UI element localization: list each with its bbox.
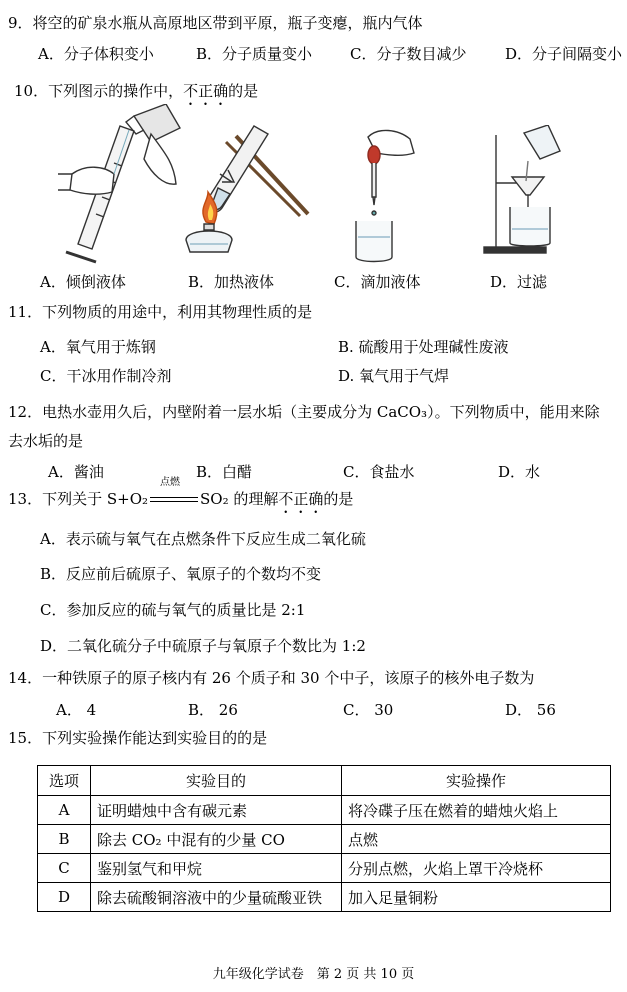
q13-stem-middle: SO₂ 的理解: [200, 490, 279, 508]
row-operation: 加入足量铜粉: [342, 883, 611, 912]
page-footer: 九年级化学试卷 第 2 页 共 10 页: [212, 967, 415, 982]
q11-option-d: D. 氧气用于气焊: [338, 367, 450, 385]
q13-option-a: A．表示硫与氧气在点燃条件下反应生成二氧化硫: [40, 530, 366, 548]
row-option: C: [38, 854, 91, 883]
q13-stem-end: 的是: [323, 490, 354, 508]
q14-stem: 14．一种铁原子的原子核内有 26 个质子和 30 个中子，该原子的核外电子数为: [8, 669, 535, 687]
table-header-row: [38, 766, 611, 796]
q11-option-c: C．干冰用作制冷剂: [40, 367, 172, 385]
q12-option-d: D．水: [498, 463, 541, 481]
q14-option-b: B． 26: [188, 701, 238, 719]
q10-option-c: C．滴加液体: [334, 273, 421, 291]
q11-option-a: A．氧气用于炼钢: [40, 338, 156, 356]
q12-stem-line2: 去水垢的是: [8, 432, 84, 450]
row-operation: 将冷碟子压在燃着的蜡烛火焰上: [342, 796, 611, 825]
row-purpose: 除去硫酸铜溶液中的少量硫酸亚铁: [91, 883, 342, 912]
q9-stem: 9．将空的矿泉水瓶从高原地区带到平原，瓶子变瘪，瓶内气体: [8, 14, 423, 32]
q14-option-c: C． 30: [343, 701, 394, 719]
row-purpose: 证明蜡烛中含有碳元素: [91, 796, 342, 825]
q12-option-b: B．白醋: [196, 463, 253, 481]
header-option: 选项: [38, 766, 91, 796]
q10-option-a: A．倾倒液体: [40, 273, 126, 291]
q11-stem: 11．下列物质的用途中，利用其物理性质的是: [8, 303, 313, 321]
q12-stem-line1: 12．电热水壶用久后，内壁附着一层水垢（主要成分为 CaCO₃）。下列物质中，能用来除: [8, 403, 600, 421]
reaction-condition: 点燃: [160, 477, 181, 488]
q9-option-b: B．分子质量变小: [196, 45, 313, 63]
q11-option-b: B. 硫酸用于处理碱性废液: [338, 338, 509, 356]
row-operation: 点燃: [342, 825, 611, 854]
reaction-arrow: [148, 477, 200, 509]
q13-stem-emphasis: 不正确: [278, 490, 324, 508]
q13-option-c: C．参加反应的硫与氧气的质量比是 2:1: [40, 601, 306, 619]
figure-heating-liquid: [176, 112, 316, 262]
q14-option-a: A． 4: [56, 701, 97, 719]
q13-option-b: B．反应前后硫原子、氧原子的个数均不变: [40, 565, 322, 583]
q13-option-d: D．二氧化硫分子中硫原子与氧原子个数比为 1:2: [40, 637, 366, 655]
q12-option-c: C．食盐水: [343, 463, 415, 481]
figure-filtration: [478, 125, 578, 260]
q10-stem-end: 的是: [228, 82, 259, 100]
q13-stem: [8, 477, 354, 517]
row-option: A: [38, 796, 91, 825]
q10-option-b: B．加热液体: [188, 273, 275, 291]
row-purpose: 除去 CO₂ 中混有的少量 CO: [91, 825, 342, 854]
row-option: B: [38, 825, 91, 854]
q9-option-c: C．分子数目减少: [350, 45, 467, 63]
q9-option-d: D．分子间隔变小: [505, 45, 623, 63]
q10-stem-start: 10．下列图示的操作中，: [14, 82, 184, 100]
q13-stem-start: 13．下列关于 S+O₂: [8, 490, 149, 508]
q12-option-a: A．酱油: [48, 463, 104, 481]
row-operation: 分别点燃，火焰上罩干冷烧杯: [342, 854, 611, 883]
q14-option-d: D． 56: [505, 701, 556, 719]
q10-stem-emphasis: 不正确: [183, 82, 229, 100]
table-row: [38, 883, 611, 912]
figure-dropping-liquid: [348, 125, 428, 265]
table-row: [38, 796, 611, 825]
q9-option-a: A．分子体积变小: [38, 45, 154, 63]
figure-pouring-liquid: [56, 104, 186, 264]
header-purpose: 实验目的: [91, 766, 342, 796]
row-option: D: [38, 883, 91, 912]
table-row: [38, 825, 611, 854]
q10-option-d: D．过滤: [490, 273, 548, 291]
row-purpose: 鉴别氢气和甲烷: [91, 854, 342, 883]
header-operation: 实验操作: [342, 766, 611, 796]
experiment-table: [37, 765, 611, 912]
table-row: [38, 854, 611, 883]
q15-stem: 15．下列实验操作能达到实验目的的是: [8, 729, 268, 747]
